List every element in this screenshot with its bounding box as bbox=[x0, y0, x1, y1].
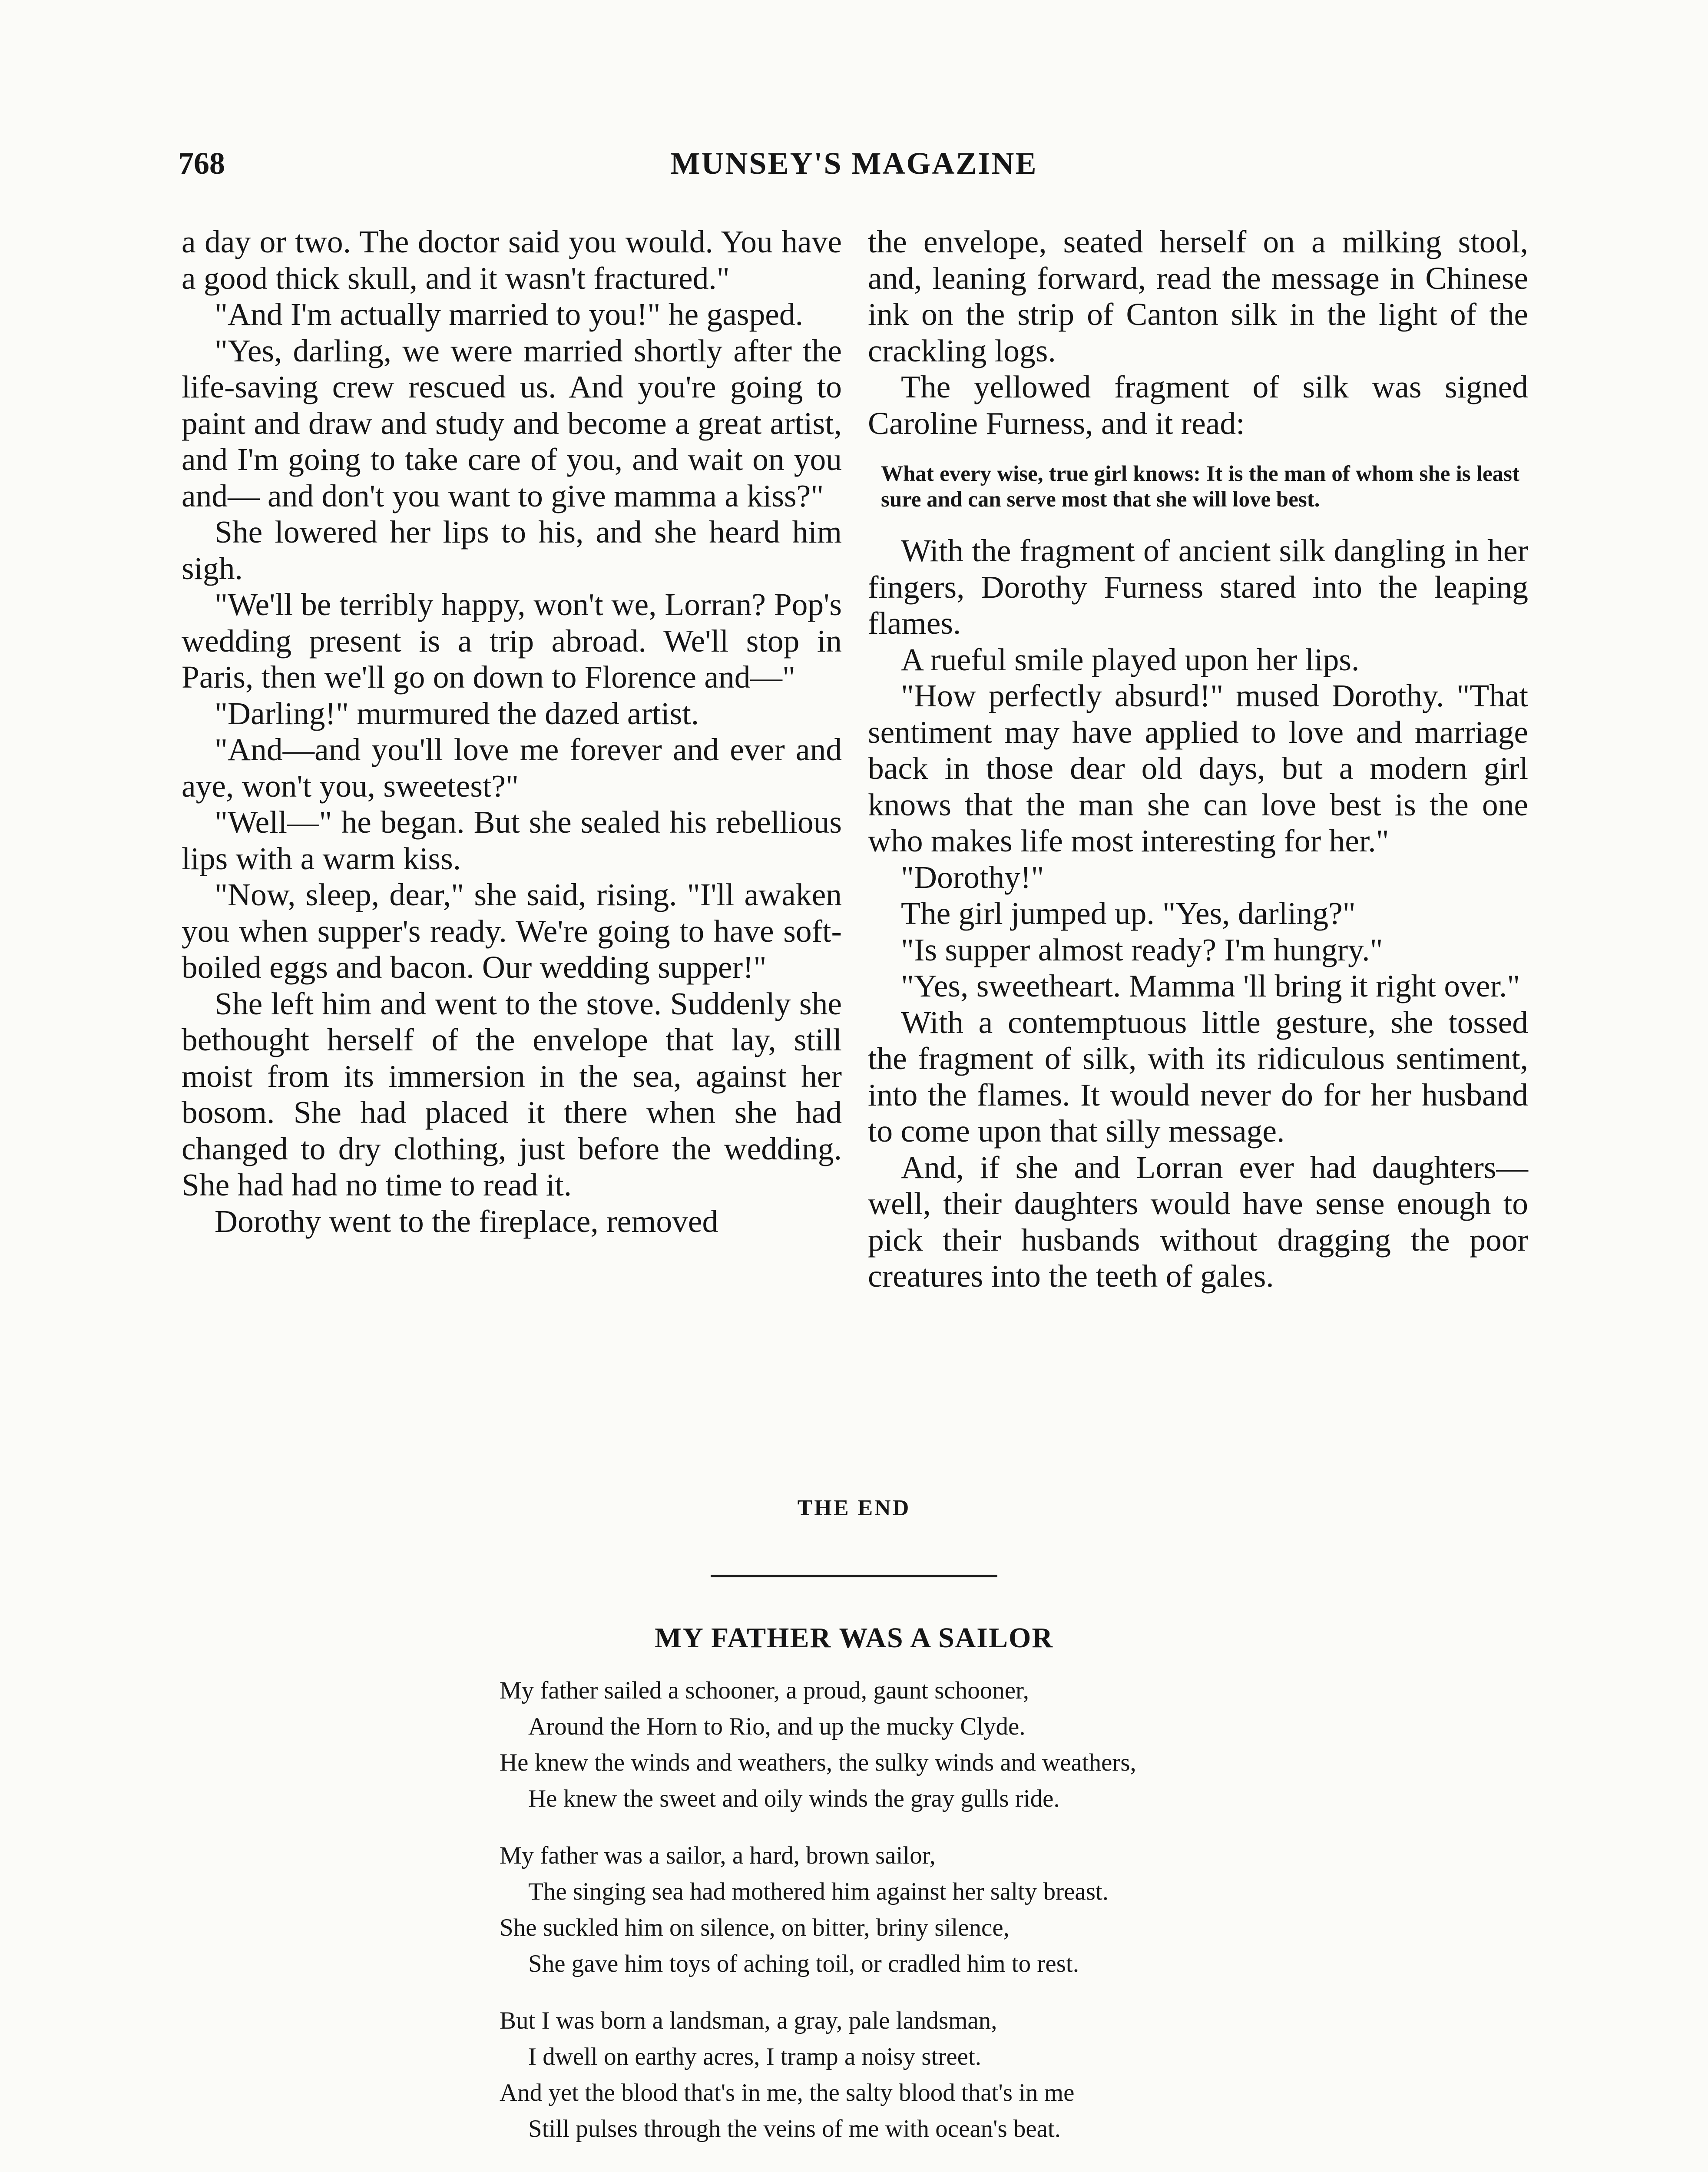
poem-line: But I was born a landsman, a gray, pale landsman, bbox=[500, 2007, 997, 2034]
paragraph: She left him and went to the stove. Suddenly she bethought herself of the envelope that lay, still moist from its immersion in the sea, against her bosom. She had placed it there when she had changed to dry clothing, just before the wedding. She had had no time to read it. bbox=[182, 986, 842, 1202]
paragraph: And, if she and Lorran ever had daughters—well, their daughters would have sense enough to pick their husbands without dragging the poor creatures into the teeth of gales. bbox=[868, 1149, 1528, 1294]
poem bbox=[500, 1672, 1455, 2172]
poem-line bbox=[500, 2168, 1455, 2172]
running-title: MUNSEY'S MAGAZINE bbox=[670, 146, 1038, 181]
poem-line: Still pulses through the veins of me with ocean's beat. bbox=[528, 2115, 1061, 2142]
poem-line: The singing sea had mothered him against her salty breast. bbox=[528, 1878, 1109, 1905]
poem-line: He knew the sweet and oily winds the gray gulls ride. bbox=[528, 1785, 1060, 1812]
poem-title: MY FATHER WAS A SAILOR bbox=[654, 1622, 1054, 1654]
paragraph: A rueful smile played upon her lips. bbox=[901, 642, 1360, 677]
poem-stanza bbox=[500, 2003, 1455, 2147]
poem-line: Around the Horn to Rio, and up the mucky Clyde. bbox=[528, 1713, 1026, 1740]
the-end-mark: THE END bbox=[797, 1496, 911, 1520]
poem-line: And yet the blood that's in me, the salty blood that's in me bbox=[500, 2079, 1075, 2106]
poem-stanza bbox=[500, 1838, 1455, 1982]
paragraph: "Yes, darling, we were married shortly after the life-saving crew rescued us. And you're going to paint and draw and study and become a great artist, and I'm going to take care of you, and wait on you and— and don't you want to give mamma a kiss?" bbox=[182, 333, 842, 513]
page-number: 768 bbox=[178, 146, 225, 181]
paragraph: "Now, sleep, dear," she said, rising. "I'll awaken you when supper's ready. We're going to have soft-boiled eggs and bacon. Our wedding supper!" bbox=[182, 877, 842, 985]
paragraph: "Well—" he began. But she sealed his rebellious lips with a warm kiss. bbox=[182, 805, 842, 876]
paragraph: "Yes, sweetheart. Mamma 'll bring it right over." bbox=[901, 968, 1520, 1003]
poem-line: She suckled him on silence, on bitter, briny silence, bbox=[500, 1914, 1010, 1941]
paragraph: a day or two. The doctor said you would. You have a good thick skull, and it wasn't fractured." bbox=[182, 224, 842, 296]
poem-line: My father was a sailor, a hard, brown sailor, bbox=[500, 1842, 936, 1869]
right-column bbox=[868, 224, 1528, 1295]
paragraph: "We'll be terribly happy, won't we, Lorran? Pop's wedding present is a trip abroad. We'll stop in Paris, then we'll go on down to Florence and—" bbox=[182, 587, 842, 695]
paragraph: Dorothy went to the fireplace, removed bbox=[215, 1203, 718, 1239]
paragraph: "How perfectly absurd!" mused Dorothy. "That sentiment may have applied to love and marriage back in those dear old days, but a modern girl knows that the man she can love best is the one who makes life most interesting for her." bbox=[868, 678, 1528, 858]
poem-line: He knew the winds and weathers, the sulky winds and weathers, bbox=[500, 1749, 1136, 1776]
paragraph: She lowered her lips to his, and she heard him sigh. bbox=[182, 514, 842, 586]
section-divider bbox=[711, 1575, 997, 1577]
paragraph: With a contemptuous little gesture, she tossed the fragment of silk, with its ridiculous sentiment, into the flames. It would never do for her husband to come upon that silly message. bbox=[868, 1004, 1528, 1149]
paragraph: "Is supper almost ready? I'm hungry." bbox=[901, 932, 1383, 967]
paragraph: The girl jumped up. "Yes, darling?" bbox=[901, 896, 1356, 931]
paragraph: "Dorothy!" bbox=[901, 859, 1044, 895]
paragraph: With the fragment of ancient silk dangling in her fingers, Dorothy Furness stared into the leaping flames. bbox=[868, 533, 1528, 641]
paragraph: The yellowed fragment of silk was signed Caroline Furness, and it read: bbox=[868, 369, 1528, 441]
paragraph: "And I'm actually married to you!" he gasped. bbox=[215, 297, 804, 332]
paragraph: "Darling!" murmured the dazed artist. bbox=[215, 695, 699, 731]
poem-line: I dwell on earthy acres, I tramp a noisy street. bbox=[528, 2043, 982, 2070]
poem-line: My father sailed a schooner, a proud, gaunt schooner, bbox=[500, 1677, 1029, 1704]
paragraph: "And—and you'll love me forever and ever and aye, won't you, sweetest?" bbox=[182, 732, 842, 804]
poem-stanza bbox=[500, 2168, 1455, 2172]
poem-stanza bbox=[500, 1672, 1455, 1817]
silk-message: What every wise, true girl knows: It is the man of whom she is least sure and can serve most that she will love best. bbox=[881, 462, 1519, 512]
paragraph: the envelope, seated herself on a milking stool, and, leaning forward, read the message in Chinese ink on the strip of Canton silk in the light of the crackling logs. bbox=[868, 224, 1528, 368]
left-column bbox=[182, 224, 842, 1239]
poem-line: She gave him toys of aching toil, or cradled him to rest. bbox=[528, 1950, 1079, 1977]
